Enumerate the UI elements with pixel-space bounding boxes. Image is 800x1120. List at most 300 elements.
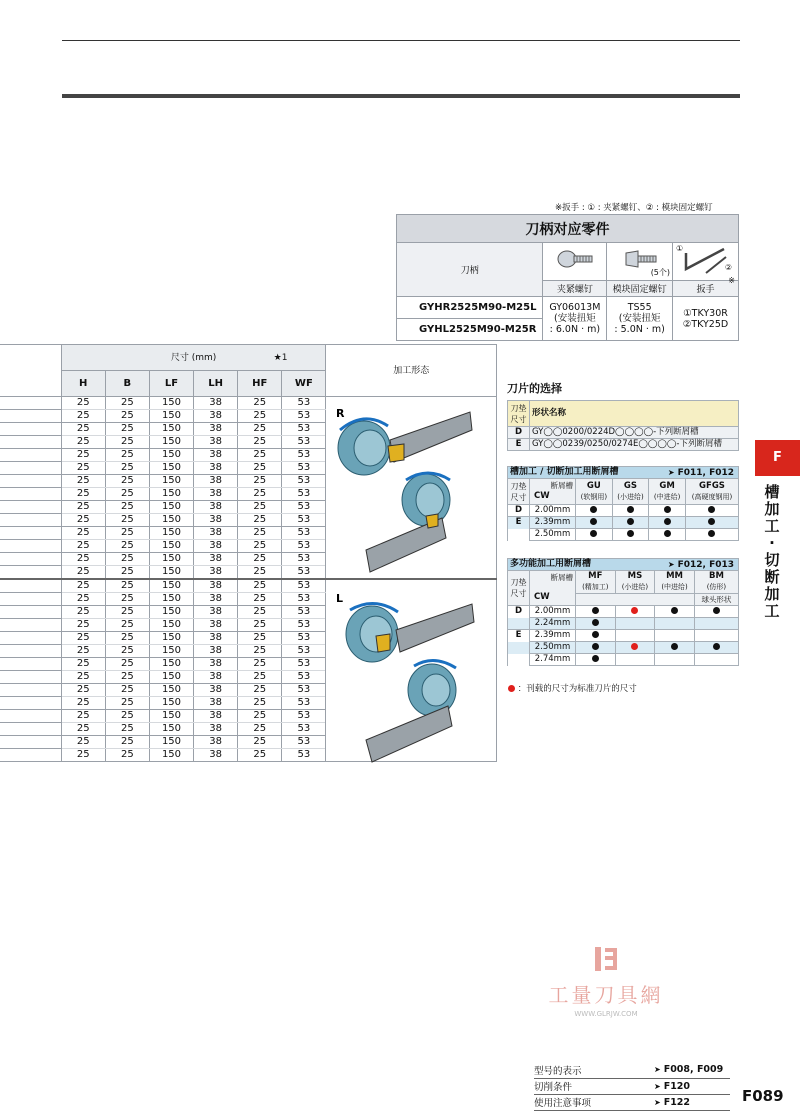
cell-wf: 53 <box>282 553 326 566</box>
cell-lh: 38 <box>194 736 238 749</box>
t3-col-sub: (仿形) <box>706 583 727 591</box>
t3-col-code: BM <box>708 571 724 581</box>
row-model-cell <box>0 475 61 488</box>
t3-bar-label: 多功能加工用断屑槽 <box>510 559 592 569</box>
row-model-cell <box>0 423 61 436</box>
t3-row-pad <box>508 642 530 654</box>
vertical-char: 工 <box>764 517 780 535</box>
t3-col-sub: (中进给) <box>661 583 688 591</box>
t3-cell <box>615 630 655 642</box>
cell-b: 25 <box>105 645 149 658</box>
row-model-cell <box>0 488 61 501</box>
cell-lf: 150 <box>149 606 193 619</box>
cell-lh: 38 <box>194 749 238 762</box>
t2-cell <box>576 529 613 541</box>
wrench-header-label: 扳手 <box>696 285 715 295</box>
t2-chip-label: 断屑槽 <box>550 481 573 490</box>
t2-bar <box>508 467 739 479</box>
r-workpiece-1 <box>338 419 390 475</box>
t3-col-code: MM <box>666 571 684 581</box>
cell-wf: 53 <box>282 488 326 501</box>
cell-wf: 53 <box>282 423 326 436</box>
cell-wf: 53 <box>282 501 326 514</box>
holder-label: 刀柄 <box>397 243 543 297</box>
cell-hf: 25 <box>238 397 282 410</box>
t3-pad-header: 刀垫尺寸 <box>508 571 530 606</box>
t2-row-pad: D <box>508 505 530 517</box>
cell-lh: 38 <box>194 671 238 684</box>
cell-wf: 53 <box>282 606 326 619</box>
label-r: R <box>336 407 345 420</box>
cell-lf: 150 <box>149 645 193 658</box>
module-torque-a: (安装扭矩 <box>618 313 661 324</box>
row-model-cell <box>0 697 61 710</box>
dims-col-lf: LF <box>149 371 193 397</box>
row-model-cell <box>0 710 61 723</box>
r-insert-2 <box>426 514 438 528</box>
row-model-cell <box>0 736 61 749</box>
cell-wf: 53 <box>282 527 326 540</box>
cell-lf: 150 <box>149 436 193 449</box>
vertical-char: 切 <box>764 551 780 569</box>
cell-b: 25 <box>105 579 149 593</box>
vertical-char: 断 <box>764 568 780 586</box>
t3-row-cw: 2.74mm <box>530 654 576 666</box>
ref-row[interactable] <box>534 1094 730 1110</box>
cell-hf: 25 <box>238 514 282 527</box>
cell-b: 25 <box>105 527 149 540</box>
cell-b: 25 <box>105 606 149 619</box>
t2-col-sub: (小进给) <box>617 492 644 501</box>
cell-lf: 150 <box>149 697 193 710</box>
row-model-cell <box>0 671 61 684</box>
row-model-cell <box>0 462 61 475</box>
cell-hf: 25 <box>238 593 282 606</box>
cell-lf: 150 <box>149 527 193 540</box>
black-dot <box>664 518 671 525</box>
t3-col-code: MF <box>588 571 603 581</box>
watermark <box>536 944 676 1018</box>
vertical-char: 工 <box>764 602 780 620</box>
cell-b: 25 <box>105 658 149 671</box>
cell-h: 25 <box>61 410 105 423</box>
t3-row-cw: 2.50mm <box>530 642 576 654</box>
cell-h: 25 <box>61 645 105 658</box>
cell-lf: 150 <box>149 579 193 593</box>
cell-hf: 25 <box>238 579 282 593</box>
t3-cell <box>576 606 616 618</box>
cell-lh: 38 <box>194 684 238 697</box>
dims-group-label: 尺寸 (mm) <box>170 352 217 363</box>
t2-col-sub: (软钢用) <box>580 492 608 501</box>
row-model-cell <box>0 566 61 580</box>
cell-hf: 25 <box>238 671 282 684</box>
black-dot <box>592 607 599 614</box>
t3-cell <box>694 606 738 618</box>
cell-wf: 53 <box>282 658 326 671</box>
section-tab-f[interactable]: F <box>755 440 800 476</box>
t2-cell <box>612 517 649 529</box>
cell-lh: 38 <box>194 540 238 553</box>
t2-col-sub: (高硬度钢用) <box>691 492 733 501</box>
t3-chip-label: 断屑槽 <box>550 573 573 582</box>
t3-row-cw: 2.24mm <box>530 618 576 630</box>
grooving-chipbreaker-table <box>507 466 739 541</box>
vertical-char: 加 <box>764 585 780 603</box>
cell-lf: 150 <box>149 684 193 697</box>
cell-b: 25 <box>105 553 149 566</box>
dims-col-wf: WF <box>282 371 326 397</box>
t2-cw-header <box>530 479 576 505</box>
cell-h: 25 <box>61 579 105 593</box>
t3-row-cw: 2.39mm <box>530 630 576 642</box>
cell-lf: 150 <box>149 449 193 462</box>
cell-hf: 25 <box>238 697 282 710</box>
cell-b: 25 <box>105 501 149 514</box>
t3-col-bm <box>694 571 738 594</box>
black-dot <box>590 506 597 513</box>
t2-cell <box>649 517 686 529</box>
row-model-cell <box>0 579 61 593</box>
cell-b: 25 <box>105 514 149 527</box>
t3-cell <box>615 654 655 666</box>
cell-wf: 53 <box>282 710 326 723</box>
cell-hf: 25 <box>238 723 282 736</box>
row-model-cell <box>0 658 61 671</box>
row-model-cell <box>0 606 61 619</box>
t3-row-pad <box>508 618 530 630</box>
t3-cw-header <box>530 571 576 606</box>
cell-hf: 25 <box>238 736 282 749</box>
red-dot <box>631 643 638 650</box>
module-torque-b: : 5.0N · m) <box>614 324 665 335</box>
cell-b: 25 <box>105 436 149 449</box>
cell-h: 25 <box>61 566 105 580</box>
cell-lf: 150 <box>149 514 193 527</box>
row-model-cell <box>0 749 61 762</box>
t2-col-gm <box>649 479 686 505</box>
clamp-torque-b: : 6.0N · m) <box>549 324 601 335</box>
cell-wf: 53 <box>282 684 326 697</box>
ref-link[interactable]: ➤ F008, F009 <box>654 1062 730 1078</box>
cell-h: 25 <box>61 749 105 762</box>
wrench-header <box>673 276 739 297</box>
cell-h: 25 <box>61 606 105 619</box>
cell-lh: 38 <box>194 410 238 423</box>
ref-row[interactable] <box>534 1062 730 1078</box>
cell-lh: 38 <box>194 449 238 462</box>
cell-h: 25 <box>61 436 105 449</box>
cell-h: 25 <box>61 462 105 475</box>
cell-h: 25 <box>61 553 105 566</box>
t3-cell <box>694 642 738 654</box>
cell-lh: 38 <box>194 475 238 488</box>
black-dot <box>590 530 597 537</box>
row-model-cell <box>0 514 61 527</box>
cell-wf: 53 <box>282 566 326 580</box>
ref-label: 使用注意事项 <box>534 1094 654 1110</box>
row-model-cell <box>0 645 61 658</box>
cell-hf: 25 <box>238 606 282 619</box>
cell-lf: 150 <box>149 658 193 671</box>
cell-h: 25 <box>61 449 105 462</box>
cell-lh: 38 <box>194 527 238 540</box>
cell-wf: 53 <box>282 593 326 606</box>
section-vertical-title <box>762 484 782 620</box>
cell-hf: 25 <box>238 658 282 671</box>
t3-cell <box>694 654 738 666</box>
row-model-cell <box>0 684 61 697</box>
cell-lh: 38 <box>194 710 238 723</box>
row-model-cell <box>0 527 61 540</box>
dims-col-lh: LH <box>194 371 238 397</box>
wrench-circle-2: ② <box>724 263 732 272</box>
row-model-cell <box>0 410 61 423</box>
row-model-cell <box>0 723 61 736</box>
module-count: (5个) <box>650 268 671 277</box>
ref-row[interactable] <box>534 1078 730 1094</box>
row-model-cell <box>0 540 61 553</box>
t2-row-pad <box>508 529 530 541</box>
cell-h: 25 <box>61 710 105 723</box>
cell-h: 25 <box>61 723 105 736</box>
t3-cell <box>694 630 738 642</box>
t1-shape-header: 形状名称 <box>530 401 739 427</box>
cell-b: 25 <box>105 397 149 410</box>
t3-col-code: MS <box>627 571 643 581</box>
cell-b: 25 <box>105 566 149 580</box>
cell-wf: 53 <box>282 671 326 684</box>
ref-link[interactable]: ➤ F120 <box>654 1078 730 1094</box>
t3-col-sub: (精加工) <box>582 583 609 591</box>
r-insert-1 <box>388 444 404 462</box>
cell-hf: 25 <box>238 423 282 436</box>
black-dot <box>592 631 599 638</box>
cell-hf: 25 <box>238 619 282 632</box>
cell-wf: 53 <box>282 410 326 423</box>
cell-hf: 25 <box>238 501 282 514</box>
module-spec <box>607 297 673 341</box>
cell-lh: 38 <box>194 697 238 710</box>
t3-cell <box>576 630 616 642</box>
t3-cell <box>576 618 616 630</box>
cell-b: 25 <box>105 449 149 462</box>
black-dot <box>708 530 715 537</box>
t2-col-code: GS <box>623 480 638 491</box>
t2-bar-ref[interactable]: ➤ F011, F012 <box>668 467 734 479</box>
black-dot <box>713 643 720 650</box>
cell-lh: 38 <box>194 606 238 619</box>
cell-hf: 25 <box>238 488 282 501</box>
module-code: TS55 <box>627 302 652 313</box>
module-screw-image <box>607 243 673 281</box>
t2-cell <box>576 505 613 517</box>
cell-lh: 38 <box>194 593 238 606</box>
red-dot <box>631 607 638 614</box>
cell-h: 25 <box>61 736 105 749</box>
parts-table <box>396 214 739 341</box>
t2-col-sub: (中进给) <box>653 492 681 501</box>
dims-left-blank <box>0 345 61 397</box>
cell-lf: 150 <box>149 749 193 762</box>
vertical-char: · <box>769 534 775 552</box>
cell-wf: 53 <box>282 697 326 710</box>
black-dot <box>592 655 599 662</box>
clamp-screw-icon <box>555 245 595 275</box>
cell-lh: 38 <box>194 514 238 527</box>
cell-b: 25 <box>105 736 149 749</box>
row-model-cell <box>0 449 61 462</box>
cell-lh: 38 <box>194 423 238 436</box>
t3-cell <box>615 618 655 630</box>
cell-lh: 38 <box>194 645 238 658</box>
machining-shape-drawings <box>330 400 496 770</box>
black-dot <box>708 506 715 513</box>
cell-lf: 150 <box>149 397 193 410</box>
cell-wf: 53 <box>282 579 326 593</box>
cell-h: 25 <box>61 684 105 697</box>
page-number: F089 <box>742 1087 784 1105</box>
cell-b: 25 <box>105 749 149 762</box>
cell-h: 25 <box>61 593 105 606</box>
cell-h: 25 <box>61 658 105 671</box>
wrench-note: ※扳手 : ① : 夹紧螺钉、② : 模块固定螺钉 <box>555 203 713 213</box>
cell-h: 25 <box>61 423 105 436</box>
black-dot <box>590 518 597 525</box>
black-dot <box>671 607 678 614</box>
ref-label: 型号的表示 <box>534 1062 654 1078</box>
cell-lh: 38 <box>194 501 238 514</box>
cell-lf: 150 <box>149 488 193 501</box>
legend <box>508 682 637 694</box>
t2-bar-label: 槽加工 / 切断加工用断屑槽 <box>510 467 619 477</box>
l-workpiece-1 <box>346 603 398 662</box>
cell-hf: 25 <box>238 632 282 645</box>
cell-b: 25 <box>105 710 149 723</box>
top-rule-thin <box>62 40 740 41</box>
l-holder-1 <box>396 604 474 652</box>
reference-table <box>534 1062 730 1111</box>
cell-b: 25 <box>105 593 149 606</box>
t2-col-gfgs <box>685 479 738 505</box>
cell-lh: 38 <box>194 632 238 645</box>
cell-b: 25 <box>105 423 149 436</box>
cell-wf: 53 <box>282 475 326 488</box>
t3-bar-ref[interactable]: ➤ F012, F013 <box>668 559 734 571</box>
module-screw-header: 模块固定螺钉 <box>607 281 673 297</box>
cell-wf: 53 <box>282 632 326 645</box>
cell-lh: 38 <box>194 436 238 449</box>
cell-lf: 150 <box>149 553 193 566</box>
legend-red-dot <box>508 685 515 692</box>
cell-hf: 25 <box>238 749 282 762</box>
cell-lh: 38 <box>194 553 238 566</box>
t3-cell <box>576 654 616 666</box>
wrench-code-2: ②TKY25D <box>682 318 729 330</box>
cell-lf: 150 <box>149 540 193 553</box>
cell-h: 25 <box>61 632 105 645</box>
t2-col-code: GU <box>586 480 601 491</box>
model-gyhl: GYHL2525M90-M25R <box>397 319 543 341</box>
black-dot <box>713 607 720 614</box>
ref-label: 切削条件 <box>534 1078 654 1094</box>
vertical-char: 加 <box>764 500 780 518</box>
t2-row-pad: E <box>508 517 530 529</box>
t2-cell <box>612 505 649 517</box>
t2-cell <box>649 505 686 517</box>
clamp-spec <box>543 297 607 341</box>
vertical-char: 槽 <box>764 483 780 501</box>
cell-wf: 53 <box>282 397 326 410</box>
black-dot <box>627 530 634 537</box>
t3-cell <box>615 642 655 654</box>
cell-b: 25 <box>105 410 149 423</box>
dims-star: ★1 <box>273 352 288 363</box>
dims-col-b: B <box>105 371 149 397</box>
cell-lf: 150 <box>149 619 193 632</box>
cell-hf: 25 <box>238 553 282 566</box>
t2-row-cw: 2.00mm <box>530 505 576 517</box>
t3-row-cw: 2.00mm <box>530 606 576 618</box>
t2-col-code: GM <box>659 480 675 491</box>
t2-cell <box>576 517 613 529</box>
cell-lh: 38 <box>194 579 238 593</box>
cell-h: 25 <box>61 501 105 514</box>
cell-wf: 53 <box>282 540 326 553</box>
cell-b: 25 <box>105 632 149 645</box>
model-gyhr: GYHR2525M90-M25L <box>397 297 543 319</box>
t3-col-mm <box>655 571 695 594</box>
cell-lf: 150 <box>149 475 193 488</box>
legend-text: ：刊载的尺寸为标准刀片的尺寸 <box>517 684 637 694</box>
t2-cell <box>685 517 738 529</box>
watermark-url: WWW.GLRJW.COM <box>574 1010 638 1018</box>
cell-wf: 53 <box>282 736 326 749</box>
clamp-screw-header: 夹紧螺钉 <box>543 281 607 297</box>
cell-lf: 150 <box>149 566 193 580</box>
t3-col-ms <box>615 571 655 594</box>
cell-b: 25 <box>105 684 149 697</box>
cell-lh: 38 <box>194 462 238 475</box>
cell-hf: 25 <box>238 710 282 723</box>
clamp-code: GY06013M <box>549 302 601 313</box>
t2-cell <box>685 505 738 517</box>
cell-wf: 53 <box>282 449 326 462</box>
cell-lh: 38 <box>194 397 238 410</box>
insert-title: 刀片的选择 <box>507 382 562 395</box>
t1-pad-header: 刀垫尺寸 <box>508 401 530 427</box>
ref-link[interactable]: ➤ F122 <box>654 1094 730 1110</box>
t3-row-pad: D <box>508 606 530 618</box>
cell-h: 25 <box>61 697 105 710</box>
t2-col-gs <box>612 479 649 505</box>
cell-wf: 53 <box>282 645 326 658</box>
t3-cell <box>694 618 738 630</box>
insert-shape-table <box>507 400 739 451</box>
cell-h: 25 <box>61 527 105 540</box>
row-model-cell <box>0 397 61 410</box>
t3-col-mf <box>576 571 616 594</box>
t1-d-key: D <box>508 427 530 439</box>
row-model-cell <box>0 553 61 566</box>
clamp-torque-a: (安装扭矩 <box>554 313 596 324</box>
black-dot <box>664 506 671 513</box>
watermark-logo-icon <box>591 944 621 974</box>
watermark-title: 工量刀具網 <box>548 983 664 1007</box>
cell-hf: 25 <box>238 410 282 423</box>
wrench-code-1: ①TKY30R <box>683 307 728 319</box>
l-holder-2 <box>366 706 452 762</box>
